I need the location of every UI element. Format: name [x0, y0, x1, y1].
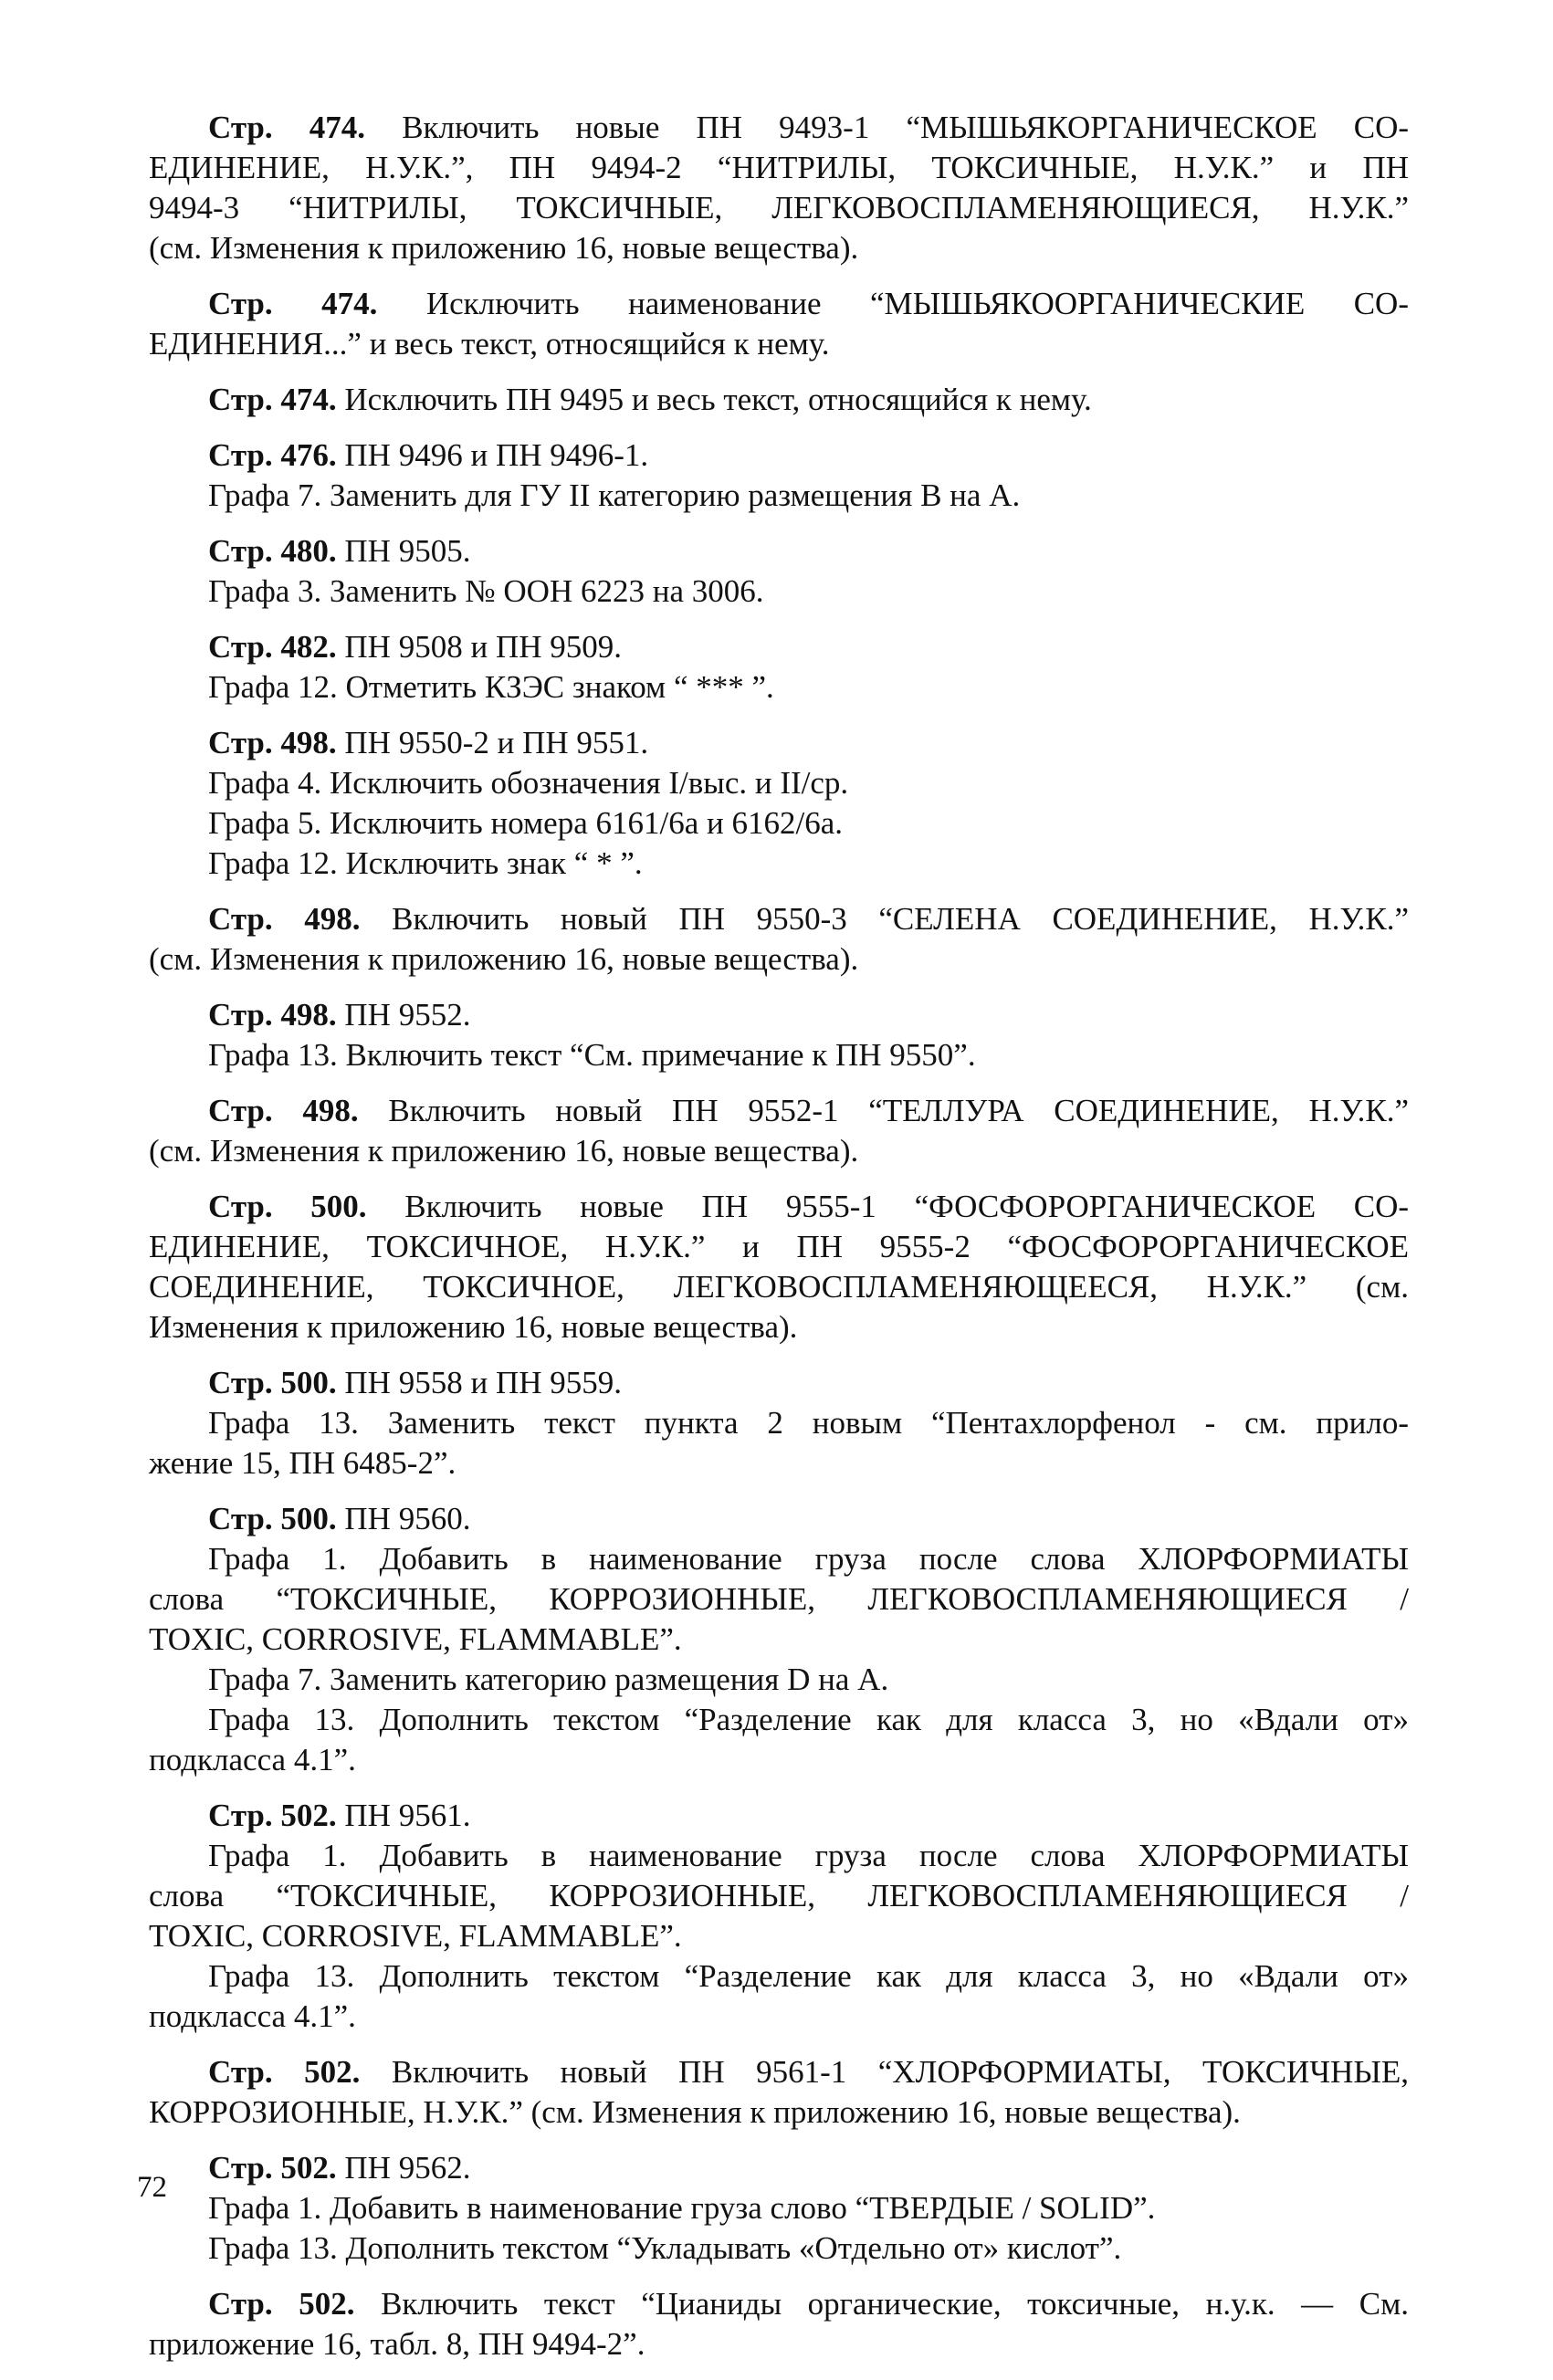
- text-line: [149, 995, 1409, 1035]
- text-line: СОЕДИНЕНИЕ, ТОКСИЧНОЕ, ЛЕГКОВОСПЛАМЕНЯЮЩЕЕСЯ, Н.У.К.” (см.: [149, 1269, 1409, 1305]
- page-reference: Стр. 502.: [208, 2054, 361, 2090]
- text-line: подкласса 4.1”.: [149, 1998, 356, 2034]
- text-line: [149, 435, 1409, 476]
- paragraph: [149, 1796, 1409, 2037]
- paragraph: [149, 723, 1409, 884]
- text-line: жение 15, ПН 6485-2”.: [149, 1445, 456, 1481]
- line-text: ПН 9561.: [344, 1798, 471, 1833]
- text-line: [149, 2284, 1409, 2324]
- line-text: ПН 9496 и ПН 9496-1.: [344, 437, 649, 473]
- text-line: TOXIC, CORROSIVE, FLAMMABLE”.: [149, 1621, 682, 1657]
- text-line: приложение 16, табл. 8, ПН 9494-2”.: [149, 2326, 645, 2362]
- paragraph: [149, 995, 1409, 1075]
- text-line: [149, 1363, 1409, 1403]
- text-line: КОРРОЗИОННЫЕ, Н.У.К.” (см. Изменения к приложению 16, новые вещества).: [149, 2094, 1241, 2130]
- text-line: [149, 899, 1409, 939]
- line-text: Исключить ПН 9495 и весь текст, относящийся к нему.: [344, 382, 1092, 417]
- text-line: (см. Изменения к приложению 16, новые вещества).: [149, 1133, 859, 1169]
- text-line: Графа 1. Добавить в наименование груза после слова ХЛОРФОРМИАТЫ: [208, 1541, 1409, 1577]
- text-line: Графа 1. Добавить в наименование груза слово “ТВЕРДЫЕ / SOLID”.: [208, 2190, 1156, 2226]
- text-line: Графа 13. Дополнить текстом “Укладывать «Отдельно от» кислот”.: [208, 2230, 1122, 2266]
- text-line: [149, 284, 1409, 324]
- line-text: ПН 9560.: [344, 1501, 471, 1536]
- text-line: Графа 1. Добавить в наименование груза после слова ХЛОРФОРМИАТЫ: [208, 1838, 1409, 1873]
- text-line: ЕДИНЕНИЯ...” и весь текст, относящийся к нему.: [149, 326, 830, 362]
- page-reference: Стр. 498.: [208, 1093, 359, 1128]
- text-line: слова “ТОКСИЧНЫЕ, КОРРОЗИОННЫЕ, ЛЕГКОВОСПЛАМЕНЯЮЩИЕСЯ /: [149, 1878, 1409, 1913]
- page-reference: Стр. 498.: [208, 725, 337, 760]
- paragraph: [149, 108, 1409, 268]
- line-text: ПН 9562.: [344, 2150, 471, 2186]
- line-text: ПН 9552.: [344, 997, 471, 1033]
- page-reference: Стр. 474.: [208, 286, 378, 321]
- page-reference: Стр. 498.: [208, 901, 361, 937]
- text-line: ЕДИНЕНИЕ, Н.У.К.”, ПН 9494-2 “НИТРИЛЫ, ТОКСИЧНЫЕ, Н.У.К.” и ПН: [149, 150, 1409, 185]
- line-text: Включить текст “Цианиды органические, токсичные, н.у.к. — См.: [381, 2286, 1409, 2322]
- text-line: Графа 13. Включить текст “См. примечание к ПН 9550”.: [208, 1037, 976, 1073]
- text-line: Графа 5. Исключить номера 6161/6а и 6162/6а.: [208, 805, 843, 841]
- line-text: ПН 9508 и ПН 9509.: [344, 629, 622, 665]
- text-line: слова “ТОКСИЧНЫЕ, КОРРОЗИОННЫЕ, ЛЕГКОВОСПЛАМЕНЯЮЩИЕСЯ /: [149, 1581, 1409, 1617]
- page-reference: Стр. 498.: [208, 997, 337, 1033]
- text-line: Графа 12. Отметить КЗЭС знаком “ *** ”.: [208, 669, 774, 705]
- text-line: [149, 531, 1409, 571]
- text-line: Изменения к приложению 16, новые вещества).: [149, 1309, 798, 1345]
- paragraph: [149, 627, 1409, 708]
- text-line: (см. Изменения к приложению 16, новые вещества).: [149, 230, 859, 266]
- paragraph: [149, 1091, 1409, 1171]
- text-line: [149, 380, 1409, 420]
- page-reference: Стр. 474.: [208, 382, 337, 417]
- page-reference: Стр. 500.: [208, 1189, 367, 1224]
- text-line: [149, 723, 1409, 763]
- paragraph: [149, 380, 1409, 420]
- text-line: [149, 627, 1409, 667]
- page-reference: Стр. 502.: [208, 2286, 355, 2322]
- text-line: Графа 13. Дополнить текстом “Разделение как для класса 3, но «Вдали от»: [208, 1958, 1409, 1994]
- line-text: Включить новые ПН 9493-1 “МЫШЬЯКОРГАНИЧЕСКОЕ СО-: [402, 110, 1410, 145]
- paragraph: [149, 435, 1409, 516]
- paragraph: [149, 531, 1409, 612]
- paragraph: [149, 284, 1409, 364]
- paragraph: [149, 2148, 1409, 2269]
- page-reference: Стр. 500.: [208, 1365, 337, 1400]
- paragraph: [149, 2284, 1409, 2364]
- line-text: Исключить наименование “МЫШЬЯКООРГАНИЧЕСКИЕ СО-: [425, 286, 1409, 321]
- paragraph: [149, 899, 1409, 980]
- text-line: [149, 1187, 1409, 1227]
- line-text: Включить новый ПН 9552-1 “ТЕЛЛУРА СОЕДИНЕНИЕ, Н.У.К.”: [388, 1093, 1410, 1128]
- page-reference: Стр. 476.: [208, 437, 337, 473]
- page-reference: Стр. 480.: [208, 533, 337, 569]
- text-line: Графа 13. Заменить текст пункта 2 новым “Пентахлорфенол - см. прило-: [208, 1405, 1409, 1441]
- page-reference: Стр. 482.: [208, 629, 337, 665]
- text-line: TOXIC, CORROSIVE, FLAMMABLE”.: [149, 1918, 682, 1954]
- text-line: [149, 1499, 1409, 1539]
- line-text: Включить новые ПН 9555-1 “ФОСФОРОРГАНИЧЕСКОЕ СО-: [404, 1189, 1409, 1224]
- text-line: [149, 108, 1409, 148]
- text-line: подкласса 4.1”.: [149, 1742, 356, 1777]
- text-line: Графа 13. Дополнить текстом “Разделение как для класса 3, но «Вдали от»: [208, 1702, 1409, 1737]
- text-line: [149, 1796, 1409, 1836]
- paragraph: [149, 1187, 1409, 1347]
- line-text: Включить новый ПН 9561-1 “ХЛОРФОРМИАТЫ, ТОКСИЧНЫЕ,: [391, 2054, 1409, 2090]
- paragraph: [149, 2052, 1409, 2133]
- page-reference: Стр. 502.: [208, 2150, 337, 2186]
- paragraph: [149, 1363, 1409, 1484]
- text-line: Графа 7. Заменить для ГУ II категорию размещения В на А.: [208, 477, 1021, 513]
- document-page: [149, 108, 1409, 2380]
- line-text: Включить новый ПН 9550-3 “СЕЛЕНА СОЕДИНЕНИЕ, Н.У.К.”: [392, 901, 1409, 937]
- line-text: ПН 9558 и ПН 9559.: [344, 1365, 622, 1400]
- page-reference: Стр. 474.: [208, 110, 366, 145]
- text-line: Графа 12. Исключить знак “ * ”.: [208, 845, 643, 881]
- text-line: (см. Изменения к приложению 16, новые вещества).: [149, 941, 859, 977]
- line-text: ПН 9505.: [344, 533, 471, 569]
- text-line: Графа 4. Исключить обозначения I/выс. и II/ср.: [208, 765, 849, 801]
- page-reference: Стр. 500.: [208, 1501, 337, 1536]
- text-line: 9494-3 “НИТРИЛЫ, ТОКСИЧНЫЕ, ЛЕГКОВОСПЛАМЕНЯЮЩИЕСЯ, Н.У.К.”: [149, 190, 1409, 225]
- paragraph: [149, 1499, 1409, 1780]
- line-text: ПН 9550-2 и ПН 9551.: [344, 725, 649, 760]
- text-line: [149, 1091, 1409, 1131]
- text-line: [149, 2052, 1409, 2092]
- text-line: Графа 3. Заменить № ООН 6223 на 3006.: [208, 573, 764, 609]
- text-line: Графа 7. Заменить категорию размещения D на А.: [208, 1662, 889, 1697]
- page-number: 72: [137, 2171, 167, 2204]
- text-line: [149, 2148, 1409, 2188]
- text-line: ЕДИНЕНИЕ, ТОКСИЧНОЕ, Н.У.К.” и ПН 9555-2 “ФОСФОРОРГАНИЧЕСКОЕ: [149, 1229, 1409, 1264]
- page-reference: Стр. 502.: [208, 1798, 337, 1833]
